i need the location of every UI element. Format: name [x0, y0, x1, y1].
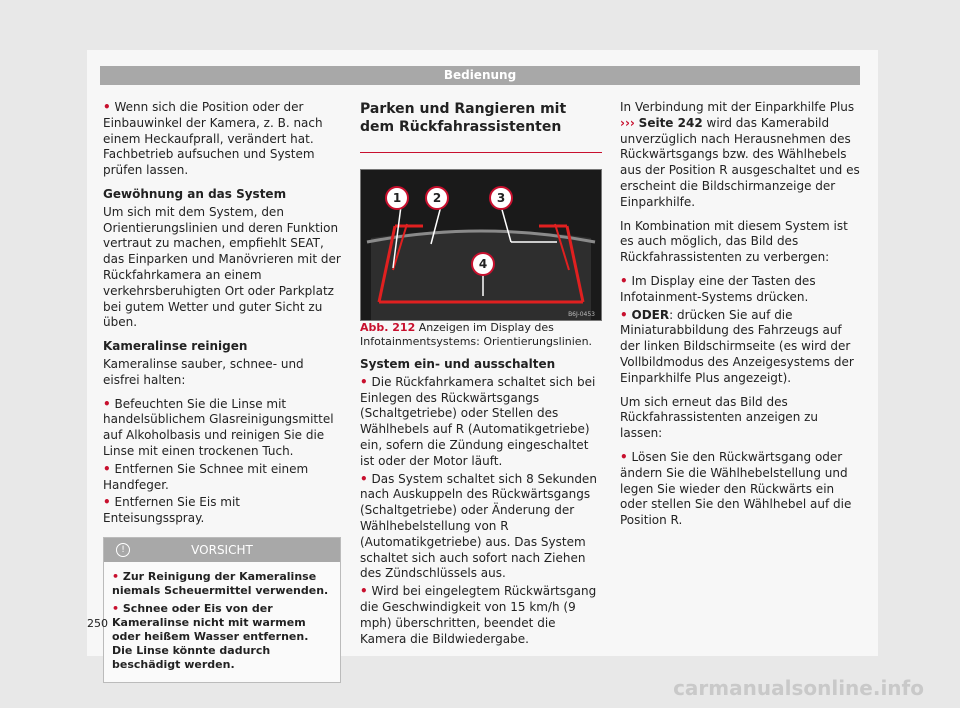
bullet-icon: • [620, 449, 628, 464]
text: Die Rückfahrkamera schaltet sich bei Einlegen des Rückwärtsgangs (Schaltgetriebe) oder Stellen des Wählhebels auf R (Automatikgetriebe) ein, sofern die Zündung eingeschaltet ist oder der Motor läuft. [360, 374, 596, 468]
paragraph: In Kombination mit diesem System ist es auch möglich, das Bild des Rückfahrassistenten zu verbergen: [620, 218, 848, 265]
figure-caption [360, 321, 602, 349]
bullet-icon: • [103, 100, 111, 114]
subheading: Kameralinse reinigen [103, 339, 248, 354]
bullet-icon: • [112, 569, 120, 583]
list-item [620, 274, 860, 306]
text: Entfernen Sie Eis mit Enteisungsspray. [103, 495, 240, 526]
list-item [112, 570, 332, 598]
text: Befeuchten Sie die Linse mit handelsüblichem Glasreinigungsmittel auf Alkoholbasis und reinigen Sie die Linse mit einen trockenen Tuch. [103, 396, 334, 458]
list-item [103, 397, 341, 460]
list-item [360, 375, 602, 470]
page-number: 250 [87, 617, 108, 630]
text-bold: ODER [631, 307, 670, 322]
column-middle [360, 100, 602, 655]
paragraph [620, 100, 860, 211]
text: Wird bei eingelegtem Rückwärtsgang die Geschwindigkeit von 15 km/h (9 mph) überschritten, beendet die Kamera die Bildwiedergabe. [360, 584, 597, 646]
callout-label-1: 1 [392, 191, 402, 205]
page-header: Bedienung [100, 66, 860, 85]
callout-label-4: 4 [478, 257, 488, 271]
text: Das System schaltet sich 8 Sekunden nach Auskuppeln des Rückwärtsgangs (Schaltgetriebe) oder Änderung der Wählhebelstellung von R (Automatikgetriebe) aus. Das System schaltet sich auch sofort nach Ziehen des Zündschlüssels aus. [360, 471, 597, 581]
bullet-icon: • [112, 601, 120, 615]
text: Lösen Sie den Rückwärtsgang oder ändern Sie die Wählhebelstellung und legen Sie wieder den Rückwärts ein oder stellen Sie den Wählhebel auf die Position R. [620, 449, 852, 528]
text: In Verbindung mit der Einparkhilfe Plus [620, 100, 855, 114]
bullet-icon: • [360, 584, 368, 599]
bullet-icon: • [360, 374, 368, 389]
list-item [103, 495, 341, 527]
column-left [103, 100, 341, 683]
list-item [620, 450, 860, 529]
column-right [620, 100, 860, 537]
watermark: carmanualsonline.info [673, 676, 924, 700]
text: Zur Reinigung der Kameralinse niemals Scheuermittel verwenden. [112, 569, 329, 597]
subheading: Gewöhnung an das System [103, 186, 287, 201]
bullet-icon: • [103, 461, 111, 476]
paragraph [103, 100, 341, 179]
paragraph: Um sich erneut das Bild des Rückfahrassistenten anzeigen zu lassen: [620, 394, 819, 441]
text: Entfernen Sie Schnee mit einem Handfeger. [103, 461, 309, 492]
caption-number: Abb. 212 [360, 321, 416, 334]
bullet-icon: • [620, 307, 628, 322]
reference-arrow-icon: ››› [620, 115, 635, 130]
list-item [620, 308, 860, 387]
paragraph: Um sich mit dem System, den Orientierungslinien und deren Funktion vertraut zu machen, empfiehlt SEAT, das Einparken und Manövrieren mit der Rückfahrkamera an einem verkehrsberuhigten Ort oder Parkplatz bei gutem Wetter und guter Sicht zu üben. [103, 204, 341, 330]
list-item [360, 584, 602, 647]
text: wird das Kamerabild unverzüglich nach Herausnehmen des Rückwärtsgangs bzw. des Wählhebels aus der Position R ausgeschaltet und es erscheint die Bildschirmanzeige der Einparkhilfe. [620, 115, 860, 209]
bullet-icon: • [620, 273, 628, 288]
bullet-icon: • [103, 396, 111, 411]
text: Im Display eine der Tasten des Infotainment-Systems drücken. [620, 273, 816, 304]
list-item [112, 602, 332, 672]
caution-title: VORSICHT [191, 542, 253, 557]
section-title-block [360, 100, 602, 153]
figure-code: B6J-0453 [568, 311, 595, 318]
section-title: Parken und Rangieren mit dem Rückfahrassistenten [360, 101, 567, 135]
caution-header [104, 538, 340, 562]
text: Wenn sich die Position oder der Einbauwinkel der Kamera, z. B. nach einem Heckaufprall, verändert hat. Fachbetrieb aufsuchen und System prüfen lassen. [103, 100, 323, 178]
page-reference-link[interactable]: Seite 242 [638, 115, 703, 130]
list-item [360, 472, 602, 583]
camera-figure [360, 169, 602, 321]
caution-box [103, 537, 341, 683]
callout-label-2: 2 [432, 191, 442, 205]
subheading: System ein- und ausschalten [360, 357, 556, 371]
guideline-diagram [361, 170, 601, 320]
text: Schnee oder Eis von der Kameralinse nicht mit warmem oder heißem Wasser entfernen. Die Linse könnte dadurch beschädigt werden. [112, 601, 309, 671]
callout-label-3: 3 [496, 191, 506, 205]
caption-text: Anzeigen im Display des Infotainmentsystems: Orientierungslinien. [360, 321, 593, 348]
bullet-icon: • [103, 495, 111, 510]
bullet-icon: • [360, 471, 368, 486]
paragraph: Kameralinse sauber, schnee- und eisfrei halten: [103, 356, 304, 387]
list-item [103, 462, 341, 494]
text: : drücken Sie auf die Miniaturabbildung des Fahrzeugs auf der linken Bildschirmseite (es wird der Vollbildmodus des Anzeigesystems der Einparkhilfe Plus angezeigt). [620, 307, 854, 385]
caution-body [104, 562, 340, 682]
info-icon: ! [116, 543, 130, 557]
